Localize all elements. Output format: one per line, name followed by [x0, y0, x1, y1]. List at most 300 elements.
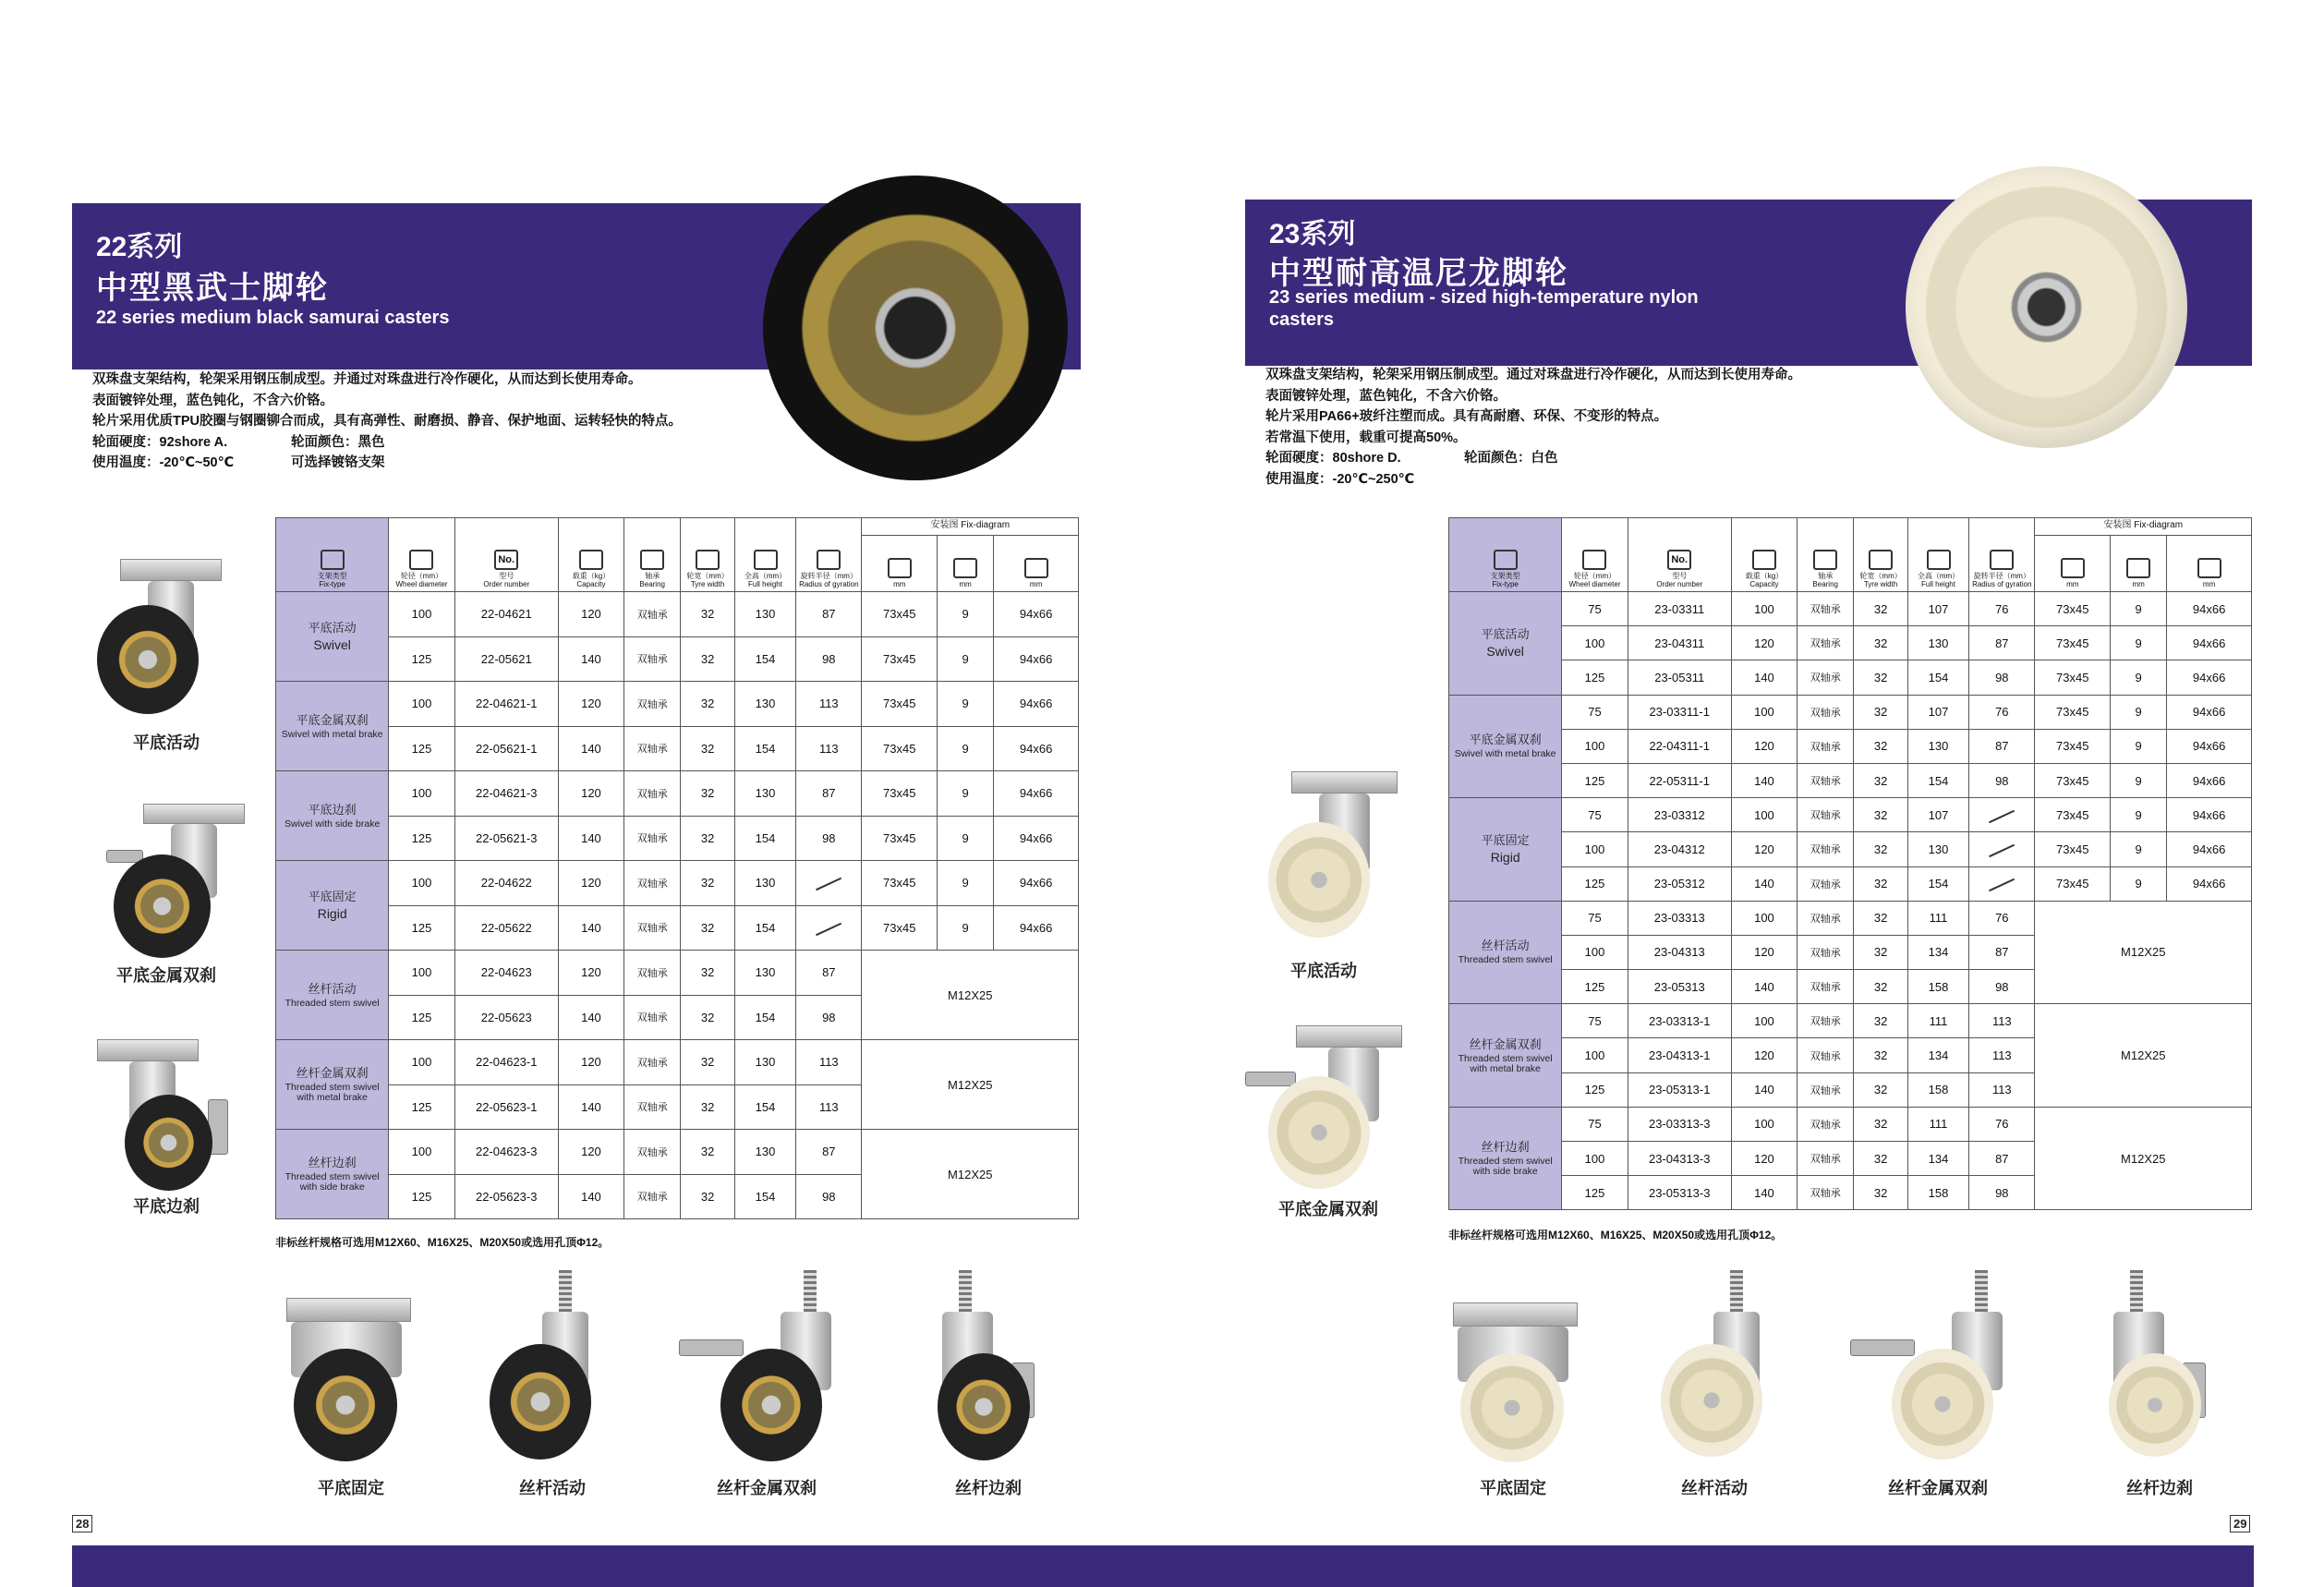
table-cell: 158	[1907, 970, 1968, 1004]
table-cell: 75	[1562, 592, 1628, 626]
fix-type-cell	[276, 1040, 389, 1130]
table-cell: 100	[1731, 695, 1797, 729]
fixtype-icon	[1494, 550, 1518, 570]
caster-image-threaded-metal-brake	[679, 1270, 854, 1464]
table-cell: 32	[1854, 763, 1908, 797]
table-cell: 73x45	[2035, 626, 2111, 660]
mm-unit: mm	[959, 580, 972, 588]
table-cell: 120	[1731, 729, 1797, 763]
table-cell: 32	[1854, 1176, 1908, 1210]
table-cell: 111	[1907, 1004, 1968, 1038]
table-cell: 140	[558, 726, 623, 771]
footnote: 非标丝杆规格可选用M12X60、M16X25、M20X50或选用孔顶Φ12。	[1448, 1229, 1783, 1242]
table-cell: 32	[1854, 935, 1908, 969]
not-applicable-mark	[1989, 809, 2015, 822]
table-cell: 23-04313-3	[1628, 1142, 1731, 1176]
series-title-cn: 中型黑武士脚轮	[96, 271, 329, 306]
caster-image-threaded-metal-brake	[1850, 1270, 2026, 1464]
table-cell: 23-03311	[1628, 592, 1731, 626]
fix-type-cn: 平底固定	[308, 890, 357, 903]
fix-type-en: Rigid	[1490, 850, 1520, 866]
table-cell: 140	[1731, 866, 1797, 901]
full-height-icon	[1927, 550, 1951, 570]
tyre-width-header	[1854, 518, 1908, 592]
table-row	[1449, 695, 2252, 729]
table-cell: 73x45	[862, 726, 938, 771]
table-cell: 32	[1854, 695, 1908, 729]
table-cell: 23-05313-3	[1628, 1176, 1731, 1210]
table-cell	[1969, 866, 2035, 901]
table-cell: 23-03313	[1628, 901, 1731, 935]
table-cell: 9	[938, 816, 994, 861]
caster-image-side-brake	[97, 1039, 236, 1192]
fix-type-en: Threaded stem swivel	[284, 997, 380, 1009]
table-cell: 140	[558, 905, 623, 951]
mounting-plate-icon	[2126, 558, 2150, 578]
tyre-width-header-en: Tyre width	[1863, 580, 1898, 588]
full-height-header	[734, 518, 795, 592]
table-cell: 130	[734, 1040, 795, 1085]
table-cell: 75	[1562, 1004, 1628, 1038]
table-cell: 113	[1969, 1038, 2035, 1072]
table-cell: 23-03311-1	[1628, 695, 1731, 729]
table-cell: 22-05623	[454, 995, 558, 1040]
series-title-en: 22 series medium black samurai casters	[96, 308, 450, 328]
capacity-icon	[579, 550, 603, 570]
hero-wheel-image	[763, 176, 1068, 480]
table-cell: 23-05311	[1628, 660, 1731, 695]
table-cell: 9	[2111, 729, 2167, 763]
table-cell: 73x45	[862, 861, 938, 906]
table-cell: 154	[734, 1174, 795, 1219]
table-cell: 98	[796, 995, 862, 1040]
description	[92, 369, 682, 474]
gyration-header	[1969, 518, 2035, 592]
table-cell: 94x66	[2167, 763, 2252, 797]
table-cell: 111	[1907, 1107, 1968, 1141]
fix-type-cell	[276, 592, 389, 682]
table-cell: 130	[734, 771, 795, 817]
wheel-diameter-header-en: Wheel diameter	[395, 580, 448, 588]
fix-type-en: Swivel	[1486, 644, 1524, 660]
table-cell: 32	[1854, 798, 1908, 832]
table-cell: 125	[389, 726, 454, 771]
table-cell: 双轴承	[624, 1130, 681, 1175]
fixtype-header-en: Fix-type	[319, 580, 345, 588]
table-cell: 120	[558, 1130, 623, 1175]
fix-type-cn: 平底金属双刹	[296, 712, 369, 727]
caster-image-threaded	[485, 1270, 623, 1464]
table-cell: 100	[1731, 592, 1797, 626]
table-cell: 73x45	[2035, 729, 2111, 763]
fixtype-icon	[321, 550, 345, 570]
table-cell: 130	[734, 682, 795, 727]
table-cell: 100	[389, 1130, 454, 1175]
gyration-header-zh: 旋转半径（mm）	[800, 572, 857, 580]
table-cell: 32	[681, 682, 735, 727]
table-cell: 9	[938, 682, 994, 727]
footnote: 非标丝杆规格可选用M12X60、M16X25、M20X50或选用孔顶Φ12。	[275, 1236, 610, 1249]
table-cell: 23-03312	[1628, 798, 1731, 832]
table-cell	[796, 905, 862, 951]
table-cell: 76	[1969, 901, 2035, 935]
fixtype-header-en: Fix-type	[1492, 580, 1519, 588]
table-row	[276, 861, 1079, 906]
not-applicable-mark	[1989, 843, 2015, 856]
mm-unit: mm	[1029, 580, 1043, 588]
series-number: 23系列	[1269, 219, 1356, 249]
table-cell: 120	[558, 951, 623, 996]
table-cell: 130	[734, 592, 795, 637]
prop-hardness: 轮面硬度：92shore A.	[92, 434, 228, 450]
full-height-header	[1907, 518, 1968, 592]
table-cell: 100	[1562, 935, 1628, 969]
table-cell: 100	[1562, 1038, 1628, 1072]
table-cell	[796, 861, 862, 906]
table-cell: 113	[796, 682, 862, 727]
table-cell: 23-03313-1	[1628, 1004, 1731, 1038]
fix-type-cell	[1449, 901, 1562, 1004]
table-cell: 73x45	[862, 592, 938, 637]
footer-bar	[72, 1545, 1162, 1587]
table-cell: 73x45	[2035, 866, 2111, 901]
table-cell: 75	[1562, 901, 1628, 935]
table-row	[276, 1130, 1079, 1175]
table-cell: 32	[681, 636, 735, 682]
bearing-header-zh: 轴承	[645, 572, 660, 580]
table-cell: 98	[796, 636, 862, 682]
caster-label: 平底金属双刹	[1278, 1200, 1378, 1218]
table-cell: 94x66	[2167, 660, 2252, 695]
diagram-mm-header	[938, 536, 994, 592]
table-cell: 158	[1907, 1176, 1968, 1210]
mm-unit: mm	[2202, 580, 2216, 588]
stem-size-cell: M12X25	[2035, 1004, 2252, 1108]
table-cell: 32	[1854, 1004, 1908, 1038]
table-cell: 9	[938, 861, 994, 906]
table-cell: 98	[796, 816, 862, 861]
prop-option: 可选择镀铬支架	[291, 455, 385, 470]
table-cell: 120	[558, 771, 623, 817]
caster-image-metal-brake	[1245, 1025, 1407, 1192]
order-number-header	[454, 518, 558, 592]
table-cell: 94x66	[2167, 592, 2252, 626]
table-cell: 9	[938, 592, 994, 637]
table-cell: 94x66	[2167, 832, 2252, 866]
table-cell: 125	[389, 995, 454, 1040]
page-number: 28	[72, 1515, 92, 1532]
table-row	[276, 951, 1079, 996]
table-cell: 22-04623	[454, 951, 558, 996]
table-cell: 113	[796, 726, 862, 771]
bearing-header-en: Bearing	[639, 580, 665, 588]
table-cell: 154	[734, 816, 795, 861]
table-cell: 113	[1969, 1004, 2035, 1038]
table-cell: 双轴承	[1797, 935, 1854, 969]
table-cell: 32	[1854, 832, 1908, 866]
bearing-header-en: Bearing	[1812, 580, 1838, 588]
wheel-diameter-icon	[1582, 550, 1606, 570]
table-cell: 94x66	[994, 726, 1079, 771]
caster-label: 丝杆活动	[1681, 1479, 1748, 1497]
wheel-diameter-header-zh: 轮径（mm）	[400, 572, 443, 580]
table-cell: 120	[1731, 1142, 1797, 1176]
table-cell: 32	[681, 592, 735, 637]
table-cell: 140	[1731, 970, 1797, 1004]
table-cell: 双轴承	[624, 951, 681, 996]
table-cell: 双轴承	[1797, 695, 1854, 729]
diagram-mm-header	[2035, 536, 2111, 592]
table-cell: 134	[1907, 1142, 1968, 1176]
fix-type-en: Threaded stem swivel	[1458, 954, 1553, 966]
table-cell: 9	[938, 636, 994, 682]
table-cell: 100	[1562, 832, 1628, 866]
caster-image-rigid	[277, 1298, 416, 1464]
table-cell: 94x66	[994, 771, 1079, 817]
table-cell: 125	[1562, 1176, 1628, 1210]
table-cell: 76	[1969, 695, 2035, 729]
table-cell: 双轴承	[1797, 763, 1854, 797]
table-cell: 140	[558, 995, 623, 1040]
table-cell: 125	[389, 636, 454, 682]
table-cell: 130	[1907, 832, 1968, 866]
table-cell: 87	[796, 592, 862, 637]
table-cell: 100	[389, 771, 454, 817]
tyre-width-icon	[696, 550, 720, 570]
table-cell: 125	[389, 1084, 454, 1130]
fix-type-cell	[1449, 695, 1562, 798]
table-row	[1449, 660, 2252, 695]
bearing-icon	[1813, 550, 1837, 570]
caster-label: 丝杆金属双刹	[717, 1479, 817, 1497]
caster-label: 丝杆边刹	[2126, 1479, 2193, 1497]
fix-type-cn: 平底边刹	[308, 802, 357, 817]
diagram-mm-header	[2167, 536, 2252, 592]
order-number-icon: No.	[1667, 550, 1691, 570]
table-cell: 120	[1731, 832, 1797, 866]
fix-type-cn: 丝杆金属双刹	[1469, 1036, 1542, 1051]
order-number-icon: No.	[494, 550, 518, 570]
table-cell: 22-04311-1	[1628, 729, 1731, 763]
table-cell: 94x66	[2167, 866, 2252, 901]
table-cell	[1969, 832, 2035, 866]
fix-type-en: Swivel with side brake	[284, 818, 381, 830]
stem-size-cell: M12X25	[862, 1040, 1079, 1130]
table-row	[276, 726, 1079, 771]
table-cell: 双轴承	[624, 1174, 681, 1219]
gyration-header	[796, 518, 862, 592]
fix-type-en: Threaded stem swivel with metal brake	[1458, 1052, 1553, 1074]
table-row	[1449, 763, 2252, 797]
caster-image-threaded-side-brake	[2095, 1270, 2233, 1464]
tyre-width-header-en: Tyre width	[690, 580, 725, 588]
stem-size-cell: M12X25	[862, 1130, 1079, 1219]
table-cell: 94x66	[994, 861, 1079, 906]
table-cell: 73x45	[862, 816, 938, 861]
table-cell: 76	[1969, 1107, 2035, 1141]
table-cell: 23-05313	[1628, 970, 1731, 1004]
table-cell: 73x45	[2035, 763, 2111, 797]
table-cell: 158	[1907, 1072, 1968, 1107]
tyre-width-header	[681, 518, 735, 592]
mounting-plate-icon	[953, 558, 977, 578]
table-cell: 94x66	[2167, 695, 2252, 729]
table-cell: 32	[681, 995, 735, 1040]
fix-type-cn: 丝杆活动	[308, 981, 357, 996]
table-cell: 双轴承	[1797, 1072, 1854, 1107]
fixtype-header-zh: 支架类型	[317, 572, 347, 580]
fix-type-en: Threaded stem swivel with side brake	[1458, 1156, 1553, 1178]
table-cell: 111	[1907, 901, 1968, 935]
table-cell: 9	[938, 771, 994, 817]
table-cell: 32	[1854, 660, 1908, 695]
mm-unit: mm	[2132, 580, 2145, 588]
table-cell: 130	[734, 861, 795, 906]
table-row	[276, 816, 1079, 861]
table-cell: 双轴承	[624, 861, 681, 906]
table-cell: 73x45	[862, 905, 938, 951]
table-cell: 94x66	[994, 905, 1079, 951]
table-row	[1449, 1107, 2252, 1141]
fix-type-cn: 丝杆金属双刹	[296, 1066, 369, 1080]
table-cell: 154	[734, 726, 795, 771]
wheel-diameter-header-zh: 轮径（mm）	[1573, 572, 1616, 580]
table-cell: 9	[938, 905, 994, 951]
prop-color: 轮面颜色：黑色	[291, 434, 385, 450]
table-cell: 87	[1969, 1142, 2035, 1176]
stem-size-cell: M12X25	[862, 951, 1079, 1040]
fix-type-cell	[276, 861, 389, 951]
stem-size-cell: M12X25	[2035, 1107, 2252, 1210]
table-cell: 154	[1907, 660, 1968, 695]
table-cell: 120	[558, 592, 623, 637]
table-row	[276, 636, 1079, 682]
gyration-header-zh: 旋转半径（mm）	[1973, 572, 2030, 580]
full-height-header-en: Full height	[1921, 580, 1955, 588]
table-cell: 140	[558, 1084, 623, 1130]
table-cell: 100	[1562, 1142, 1628, 1176]
table-cell: 120	[1731, 1038, 1797, 1072]
table-cell: 32	[1854, 729, 1908, 763]
table-row	[1449, 1004, 2252, 1038]
table-cell: 120	[558, 1040, 623, 1085]
table-cell: 94x66	[994, 592, 1079, 637]
table-cell: 73x45	[2035, 798, 2111, 832]
table-cell: 双轴承	[1797, 901, 1854, 935]
table-cell: 73x45	[862, 771, 938, 817]
order-number-header-en: Order number	[483, 580, 530, 588]
table-cell: 140	[1731, 763, 1797, 797]
table-cell: 130	[734, 951, 795, 996]
table-cell: 120	[558, 682, 623, 727]
fixtype-header	[1449, 518, 1562, 592]
full-height-header-en: Full height	[748, 580, 782, 588]
table-cell: 双轴承	[1797, 1038, 1854, 1072]
prop-temp: 使用温度：-20℃~250℃	[1265, 471, 1415, 487]
table-cell: 32	[681, 726, 735, 771]
table-cell: 23-04313-1	[1628, 1038, 1731, 1072]
caster-label: 丝杆边刹	[955, 1479, 1022, 1497]
fix-type-en: Swivel with metal brake	[1454, 748, 1556, 760]
table-cell: 双轴承	[1797, 660, 1854, 695]
order-number-header	[1628, 518, 1731, 592]
table-cell: 100	[1731, 901, 1797, 935]
caster-label: 丝杆活动	[519, 1479, 586, 1497]
desc-line: 双珠盘支架结构，轮架采用钢压制成型。通过对珠盘进行冷作硬化，从而达到长使用寿命。	[1265, 368, 1801, 382]
table-cell: 87	[796, 951, 862, 996]
table-cell: 22-05622	[454, 905, 558, 951]
mm-unit: mm	[2066, 580, 2079, 588]
table-cell: 9	[2111, 798, 2167, 832]
mounting-plate-icon	[888, 558, 912, 578]
table-cell: 32	[681, 1130, 735, 1175]
table-row	[1449, 729, 2252, 763]
table-cell: 125	[389, 905, 454, 951]
table-cell: 130	[1907, 729, 1968, 763]
desc-line: 表面镀锌处理，蓝色钝化，不含六价铬。	[92, 393, 333, 408]
fix-type-en: Threaded stem swivel with metal brake	[284, 1082, 380, 1103]
series-title-cn: 中型耐高温尼龙脚轮	[1269, 256, 1568, 291]
series-number: 22系列	[96, 232, 183, 262]
table-cell: 94x66	[2167, 729, 2252, 763]
table-cell: 73x45	[2035, 660, 2111, 695]
hero-wheel-image	[1906, 166, 2187, 448]
full-height-header-zh: 全高（mm）	[1917, 572, 1960, 580]
diagram-mm-header	[862, 536, 938, 592]
table-cell: 125	[1562, 660, 1628, 695]
fix-type-en: Threaded stem swivel with side brake	[284, 1171, 380, 1193]
caster-label: 平底固定	[318, 1479, 384, 1497]
table-cell: 9	[2111, 592, 2167, 626]
table-row	[1449, 901, 2252, 935]
table-cell: 双轴承	[1797, 626, 1854, 660]
gyration-icon	[1990, 550, 2014, 570]
wheel-diameter-header	[389, 518, 454, 592]
table-cell: 32	[1854, 1038, 1908, 1072]
table-cell: 87	[796, 771, 862, 817]
fix-type-cn: 丝杆活动	[1481, 939, 1530, 953]
table-cell: 32	[681, 1084, 735, 1130]
fix-type-cell	[276, 682, 389, 771]
desc-line: 轮片采用PA66+玻纤注塑而成。具有高耐磨、环保、不变形的特点。	[1265, 409, 1668, 424]
caster-image-swivel	[92, 559, 231, 716]
caster-image-metal-brake	[106, 804, 245, 961]
table-cell: 98	[1969, 970, 2035, 1004]
not-applicable-mark	[816, 922, 841, 935]
table-cell: 22-05623-3	[454, 1174, 558, 1219]
table-cell: 32	[1854, 626, 1908, 660]
table-cell: 107	[1907, 592, 1968, 626]
table-cell: 9	[2111, 832, 2167, 866]
table-cell: 125	[1562, 866, 1628, 901]
table-cell: 100	[1562, 626, 1628, 660]
table-cell: 双轴承	[624, 1040, 681, 1085]
table-cell: 113	[796, 1040, 862, 1085]
diagram-mm-header	[994, 536, 1079, 592]
table-cell: 113	[1969, 1072, 2035, 1107]
table-cell: 87	[1969, 626, 2035, 660]
table-cell: 154	[734, 905, 795, 951]
bearing-icon	[640, 550, 664, 570]
table-cell: 130	[734, 1130, 795, 1175]
table-row	[276, 1040, 1079, 1085]
table-cell: 100	[389, 1040, 454, 1085]
bearing-header-zh: 轴承	[1818, 572, 1834, 580]
page-number: 29	[2230, 1515, 2250, 1532]
table-cell: 双轴承	[624, 592, 681, 637]
gyration-icon	[817, 550, 841, 570]
table-cell: 双轴承	[1797, 866, 1854, 901]
